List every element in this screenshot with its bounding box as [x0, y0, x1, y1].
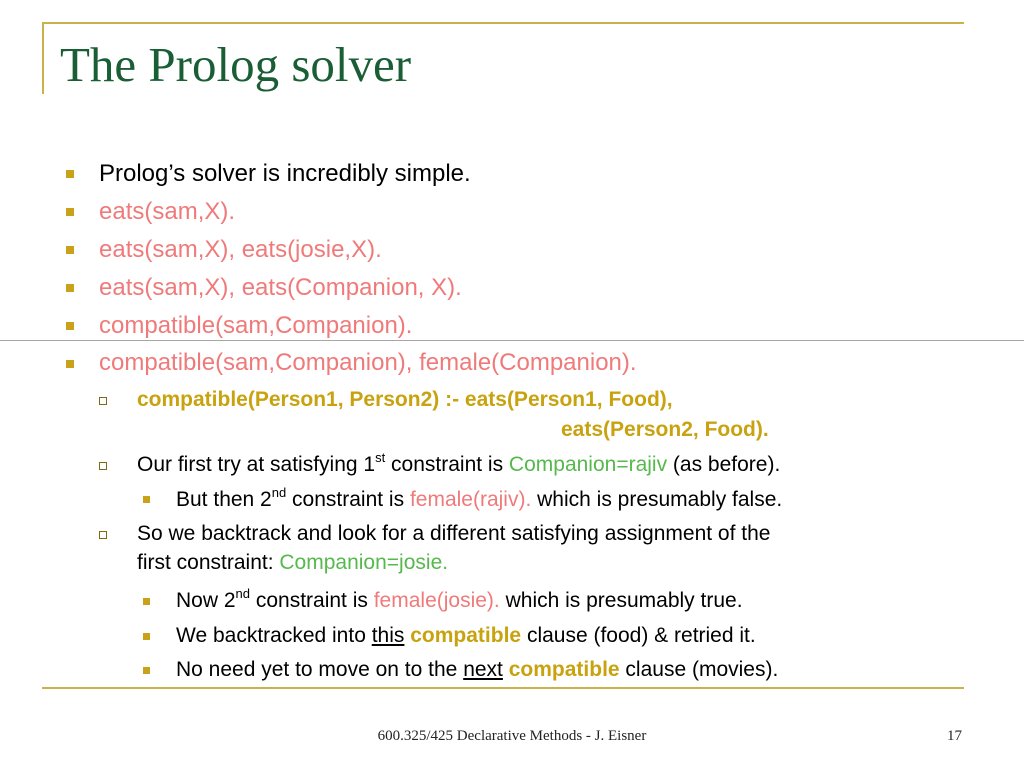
- bullet-text: compatible(sam,Companion), female(Companion).: [99, 349, 637, 376]
- bullet-marker: [66, 284, 74, 292]
- bullet-marker: [143, 667, 150, 674]
- sub-bullet-text-continued: first constraint: Companion=josie.: [137, 551, 449, 574]
- rule-line-2: eats(Person2, Food).: [561, 418, 769, 441]
- sub-sub-bullet-text: Now 2nd constraint is female(josie). which is presumably true.: [176, 586, 743, 612]
- sub-sub-bullet-text: But then 2nd constraint is female(rajiv). which is presumably false.: [176, 485, 783, 511]
- footer-text: 600.325/425 Declarative Methods - J. Eisner: [377, 728, 647, 744]
- sub-bullet-marker: [99, 531, 107, 539]
- sub-sub-bullet-text: No need yet to move on to the next compatible clause (movies).: [176, 658, 779, 681]
- sub-bullet-text: Our first try at satisfying 1st constraint is Companion=rajiv (as before).: [137, 450, 781, 476]
- sub-bullet-marker: [99, 462, 107, 470]
- bullet-marker: [66, 246, 74, 254]
- sub-sub-bullet-text: We backtracked into this compatible clause (food) & retried it.: [176, 624, 756, 647]
- horizontal-divider: [0, 340, 1024, 341]
- bullet-marker: [143, 496, 150, 503]
- bullet-text: Prolog’s solver is incredibly simple.: [99, 160, 471, 187]
- bullet-text: compatible(sam,Companion).: [99, 312, 413, 339]
- bullet-marker: [66, 170, 74, 178]
- rule-line-1: compatible(Person1, Person2) :- eats(Person1, Food),: [137, 388, 673, 411]
- bullet-marker: [66, 360, 74, 368]
- footer-rule: [42, 687, 964, 689]
- bullet-marker: [143, 633, 150, 640]
- slide-title: The Prolog solver: [60, 37, 412, 92]
- bullet-marker: [66, 322, 74, 330]
- bullet-marker: [143, 598, 150, 605]
- title-frame-top-line: [42, 22, 964, 24]
- sub-bullet-marker: [99, 397, 107, 405]
- bullet-marker: [66, 208, 74, 216]
- bullet-text: eats(sam,X).: [99, 198, 236, 225]
- title-frame-left-line: [42, 22, 44, 94]
- sub-bullet-text: So we backtrack and look for a different satisfying assignment of the: [137, 522, 771, 545]
- bullet-text: eats(sam,X), eats(josie,X).: [99, 236, 382, 263]
- page-number: 17: [947, 728, 962, 744]
- bullet-text: eats(sam,X), eats(Companion, X).: [99, 274, 462, 301]
